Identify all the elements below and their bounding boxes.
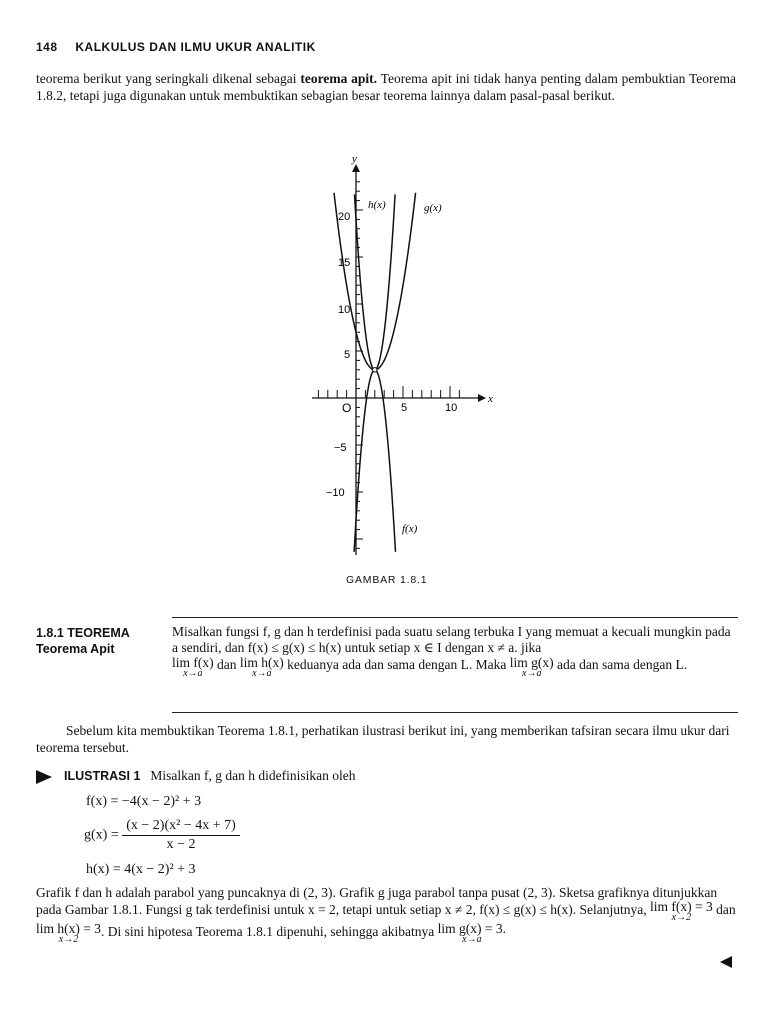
intro-text-2: Teorema apit ini tidak hanya penting dalam pembuktian Teorema 1.8.2, tetapi juga digunakan untuk membuktikan sebagian besar teorema lainnya dalam pasal-pasal berikut. [36,71,736,103]
y-axis-arrow [352,164,360,172]
theorem-heading [36,625,130,657]
origin-label: O [342,401,352,415]
x-axis-arrow [478,394,486,402]
page-number: 148 [36,40,58,54]
h-definition: h(x) = 4(x − 2)² + 3 [86,862,196,877]
illustration-arrow-icon [36,770,52,784]
intro-paragraph [36,70,736,104]
x-tick-label-10: 10 [445,402,458,414]
hole-point [373,368,377,372]
theorem-dan: dan [213,657,240,672]
lim-h-2: lim h(x) = 3 x→2 [36,921,101,945]
explanation-paragraph: Sebelum kita membuktikan Teorema 1.8.1, perhatikan ilustrasi berikut ini, yang memberikan tafsiran secara ilmu ukur dari teorema tersebut. [36,723,730,755]
g-definition [84,818,240,853]
y-tick-label-15: 15 [338,257,351,269]
figure-caption: GAMBAR 1.8.1 [346,574,428,586]
label-g: g(x) [424,202,442,214]
closing-paragraph: Grafik f dan h adalah parabol yang puncaknya di (2, 3). Grafik g juga parabol tanpa pusat (2, 3). Sketsa grafiknya ditunjukkan pada Gambar 1.8.1. Fungsi g tak terdefinisi untuk x = 2, tetapi untuk setiap x ≠ 2, f(x) ≤ g(x) ≤ h(x). Selanjutnya, lim f(x) = 3 x→2 dan lim h(x) = 3 x→2 . Di sini hipotesa Teorema 1.8.1 dipenuhi, sehingga akibatnya lim g(x) = 3. x→a [36,885,736,945]
theorem-top-rule [172,617,738,618]
illustration-label: ILUSTRASI 1 [64,769,141,783]
x-axis-label: x [488,393,493,405]
theorem-name: Teorema Apit [36,642,115,656]
g-lhs: g(x) = [84,827,119,843]
y-tick-label-20: 20 [338,211,351,223]
squeeze-figure [300,150,510,562]
label-f: f(x) [402,523,418,535]
lim-g-a: lim g(x) x→a [509,655,554,679]
y-tick-label-5: 5 [344,349,351,361]
intro-bold-term: teorema apit. [300,71,378,86]
theorem-end: ada dan sama dengan L. [553,657,688,672]
intro-text-1: teorema berikut yang seringkali dikenal sebagai [36,71,301,86]
y-tick-label-neg10: −10 [326,487,345,499]
page-header [36,40,316,54]
theorem-line-1: Misalkan fungsi f, g dan h terdefinisi pada suatu selang terbuka I yang memuat a kecuali mungkin pada a sendiri, dan f(x) ≤ g(x) ≤ h(x) untuk setiap x ∈ I dengan x ≠ a. jika [172,624,731,655]
y-tick-label-neg5: −5 [334,442,347,454]
f-definition: f(x) = −4(x − 2)² + 3 [86,794,202,809]
lim-h-a: lim h(x) x→a [239,655,284,679]
y-axis-label: y [352,153,357,165]
lim-f-a: lim f(x) x→a [172,655,214,679]
x-tick-label-5: 5 [401,402,408,414]
illustration-heading [36,768,356,784]
label-h: h(x) [368,199,386,211]
lim-g-a-final: lim g(x) = 3. x→a [437,921,506,945]
y-tick-label-10: 10 [338,304,351,316]
end-of-illustration-icon [720,956,732,968]
theorem-number: 1.8.1 TEOREMA [36,626,130,640]
theorem-mid: keduanya ada dan sama dengan L. Maka [283,657,510,672]
g-fraction: $\frac{\text{(x − 2)(x² − 4x + 7)}}{x - 2}$ [122,818,240,853]
curve-h [355,194,396,369]
theorem-statement [172,624,738,679]
book-title: KALKULUS DAN ILMU UKUR ANALITIK [75,40,316,54]
illustration-text: Misalkan f, g dan h didefinisikan oleh [150,768,356,783]
lim-f-2: lim f(x) = 3 x→2 [649,899,713,923]
theorem-bottom-rule [172,712,738,713]
